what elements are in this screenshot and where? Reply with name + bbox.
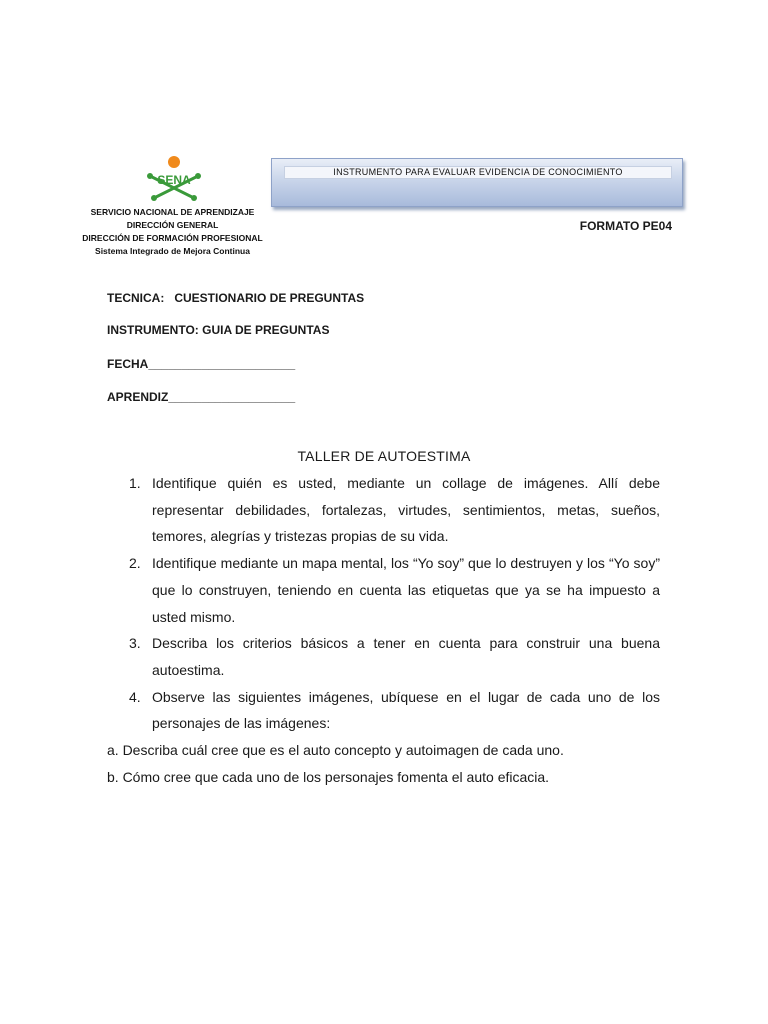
item-text: Observe las siguientes imágenes, ubíquese en el lugar de cada uno de los personajes de las imágenes: bbox=[152, 688, 660, 732]
item-number: 2. bbox=[129, 555, 141, 572]
list-item bbox=[107, 630, 660, 683]
logo-orange-dot bbox=[168, 156, 180, 168]
field-tecnica: TECNICA: CUESTIONARIO DE PREGUNTAS bbox=[107, 291, 365, 305]
field-fecha: FECHA______________________ bbox=[107, 357, 296, 371]
field-instrumento: INSTRUMENTO: GUIA DE PREGUNTAS bbox=[107, 323, 330, 337]
item-number: 1. bbox=[129, 475, 141, 491]
logo-text: SENA bbox=[157, 173, 191, 187]
item-number: 4. bbox=[129, 688, 141, 705]
workshop-title: TALLER DE AUTOESTIMA bbox=[297, 448, 471, 464]
org-line-1: SERVICIO NACIONAL DE APRENDIZAJE bbox=[90, 207, 255, 217]
item-text: Identifique mediante un mapa mental, los “Yo soy” que lo destruyen y los “Yo soy” que lo construyen, teniendo en cuenta las etiquetas que ya se ha impuesto a usted mismo. bbox=[152, 555, 660, 625]
org-line-4: Sistema Integrado de Mejora Continua bbox=[95, 246, 250, 256]
format-code: FORMATO PE04 bbox=[579, 219, 672, 233]
list-item bbox=[107, 684, 660, 737]
sena-logo bbox=[144, 154, 204, 210]
workshop-list bbox=[107, 470, 660, 790]
instrument-banner bbox=[271, 158, 683, 207]
banner-title-bar bbox=[284, 166, 672, 179]
sub-item-b: b. Cómo cree que cada uno de los personajes fomenta el auto eficacia. bbox=[107, 768, 550, 785]
item-number: 3. bbox=[129, 635, 141, 652]
field-aprendiz: APRENDIZ___________________ bbox=[107, 390, 296, 404]
list-item bbox=[107, 550, 660, 630]
item-text: Identifique quién es usted, mediante un collage de imágenes. Allí debe representar debilidades, fortalezas, virtudes, sentimientos, metas, sueños, temores, alegrías y tristezas propias de su vida. bbox=[152, 475, 660, 545]
sub-item-a: a. Describa cuál cree que es el auto concepto y autoimagen de cada uno. bbox=[107, 742, 564, 759]
list-item bbox=[107, 470, 660, 550]
item-text: Describa los criterios básicos a tener en cuenta para construir una buena autoestima. bbox=[152, 635, 660, 678]
org-line-2: DIRECCIÓN GENERAL bbox=[126, 220, 219, 230]
org-line-3: DIRECCIÓN DE FORMACIÓN PROFESIONAL bbox=[82, 233, 263, 243]
banner-title: INSTRUMENTO PARA EVALUAR EVIDENCIA DE CONOCIMIENTO bbox=[333, 167, 623, 177]
